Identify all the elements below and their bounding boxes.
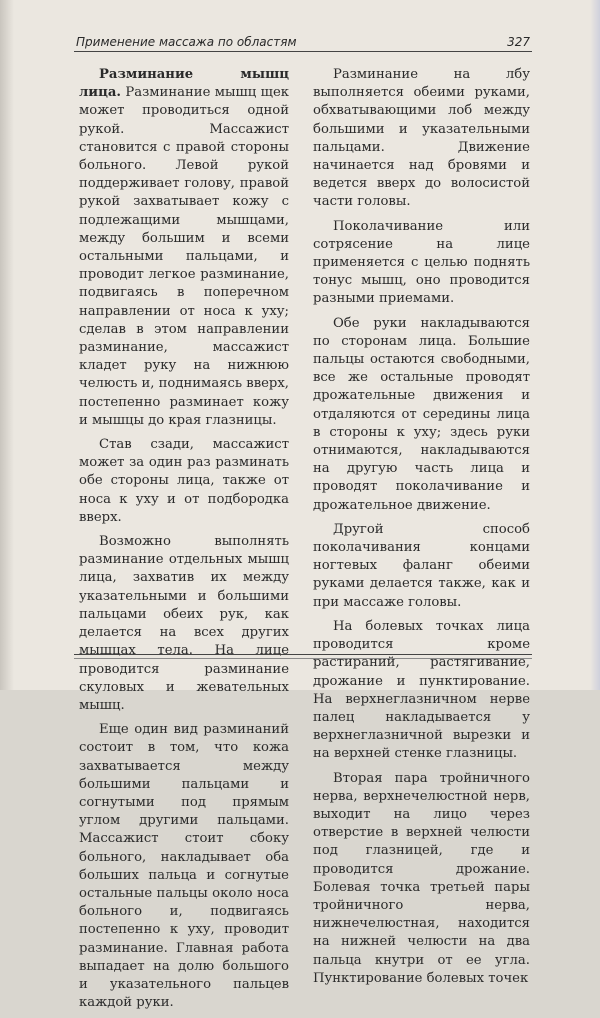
- paragraph: Вторая пара тройничного нерва, верхнечелюстной нерв, выходит на лицо через отверстие в верхней челюсти под глазницей, где и проводится дрожание. Болевая точка третьей пары тройничного нерва, нижнечелюстная, находится на нижней челюсти на два пальца кнутри от ее угла. Пунктирование болевых точек: [313, 770, 530, 986]
- paragraph: Другой способ поколачивания концами ногтевых фаланг обеими руками делается также, как и при массаже головы.: [313, 521, 530, 610]
- footer-rule: [74, 654, 532, 655]
- paragraph: Поколачивание или сотрясение на лице применяется с целью поднять тонус мышц, оно проводится разными приемами.: [313, 218, 530, 307]
- left-column: [79, 66, 289, 1018]
- paragraph-text: Разминание мышц щек может проводиться одной рукой. Массажист становится с правой стороны больного. Левой рукой поддерживает голову, правой рукой захватывает кожу с подлежащими мышцами, между большим и всеми остальными пальцами, и проводит легкое разминание, подвигаясь в поперечном направлении от носа к уху; сделав в этом направлении разминание, массажист кладет руку на нижнюю челюсть и, поднимаясь вверх, постепенно разминает кожу и мышцы до края глазницы.: [79, 85, 289, 428]
- footer-rule-secondary: [74, 658, 532, 659]
- paragraph: Еще один вид разминаний состоит в том, что кожа захватывается между большими пальцами и согнутыми под прямым углом другими пальцами. Массажист стоит сбоку больного, накладывает оба больших пальца и согнутые остальные пальцы около носа больного и, подвигаясь постепенно к уху, проводит разминание. Главная работа выпадает на долю большого и указательного пальцев каждой руки.: [79, 722, 289, 1011]
- running-header: [74, 33, 532, 52]
- paragraph: [79, 66, 289, 430]
- paragraph: Обе руки накладываются по сторонам лица. Большие пальцы остаются свободными, все же остальные проводят дрожательные движения и отдаляются от середины лица в стороны к уху; здесь руки отнимаются, накладываются на другую часть лица и проводят поколачивание и дрожательное движение.: [313, 315, 530, 513]
- paragraph: Став сзади, массажист может за один раз разминать обе стороны лица, также от носа к уху и от подбородка вверх.: [79, 437, 289, 525]
- paragraph: Разминание на лбу выполняется обеими руками, обхватывающими лоб между большими и указательными пальцами. Движение начинается над бровями и ведется вверх до волосистой части головы.: [313, 67, 530, 210]
- paragraph: На болевых точках лица проводится кроме растираний, растягивание, дрожание и пунктирование. На верхнеглазничном нерве палец накладывается у верхнеглазничной вырезки и на верхней стенке глазницы.: [313, 618, 530, 762]
- right-column: [313, 66, 530, 994]
- paragraph-heading: Разминание мышц лица.: [79, 67, 289, 101]
- page-number: 327: [507, 35, 530, 49]
- header-title: Применение массажа по областям: [76, 35, 297, 49]
- paragraph: Возможно выполнять разминание отдельных мышц лица, захватив их между указательными и большими пальцами обеих рук, как делается на всех других мышцах тела. На лице проводится разминание скуловых и жевательных мышц.: [79, 534, 289, 713]
